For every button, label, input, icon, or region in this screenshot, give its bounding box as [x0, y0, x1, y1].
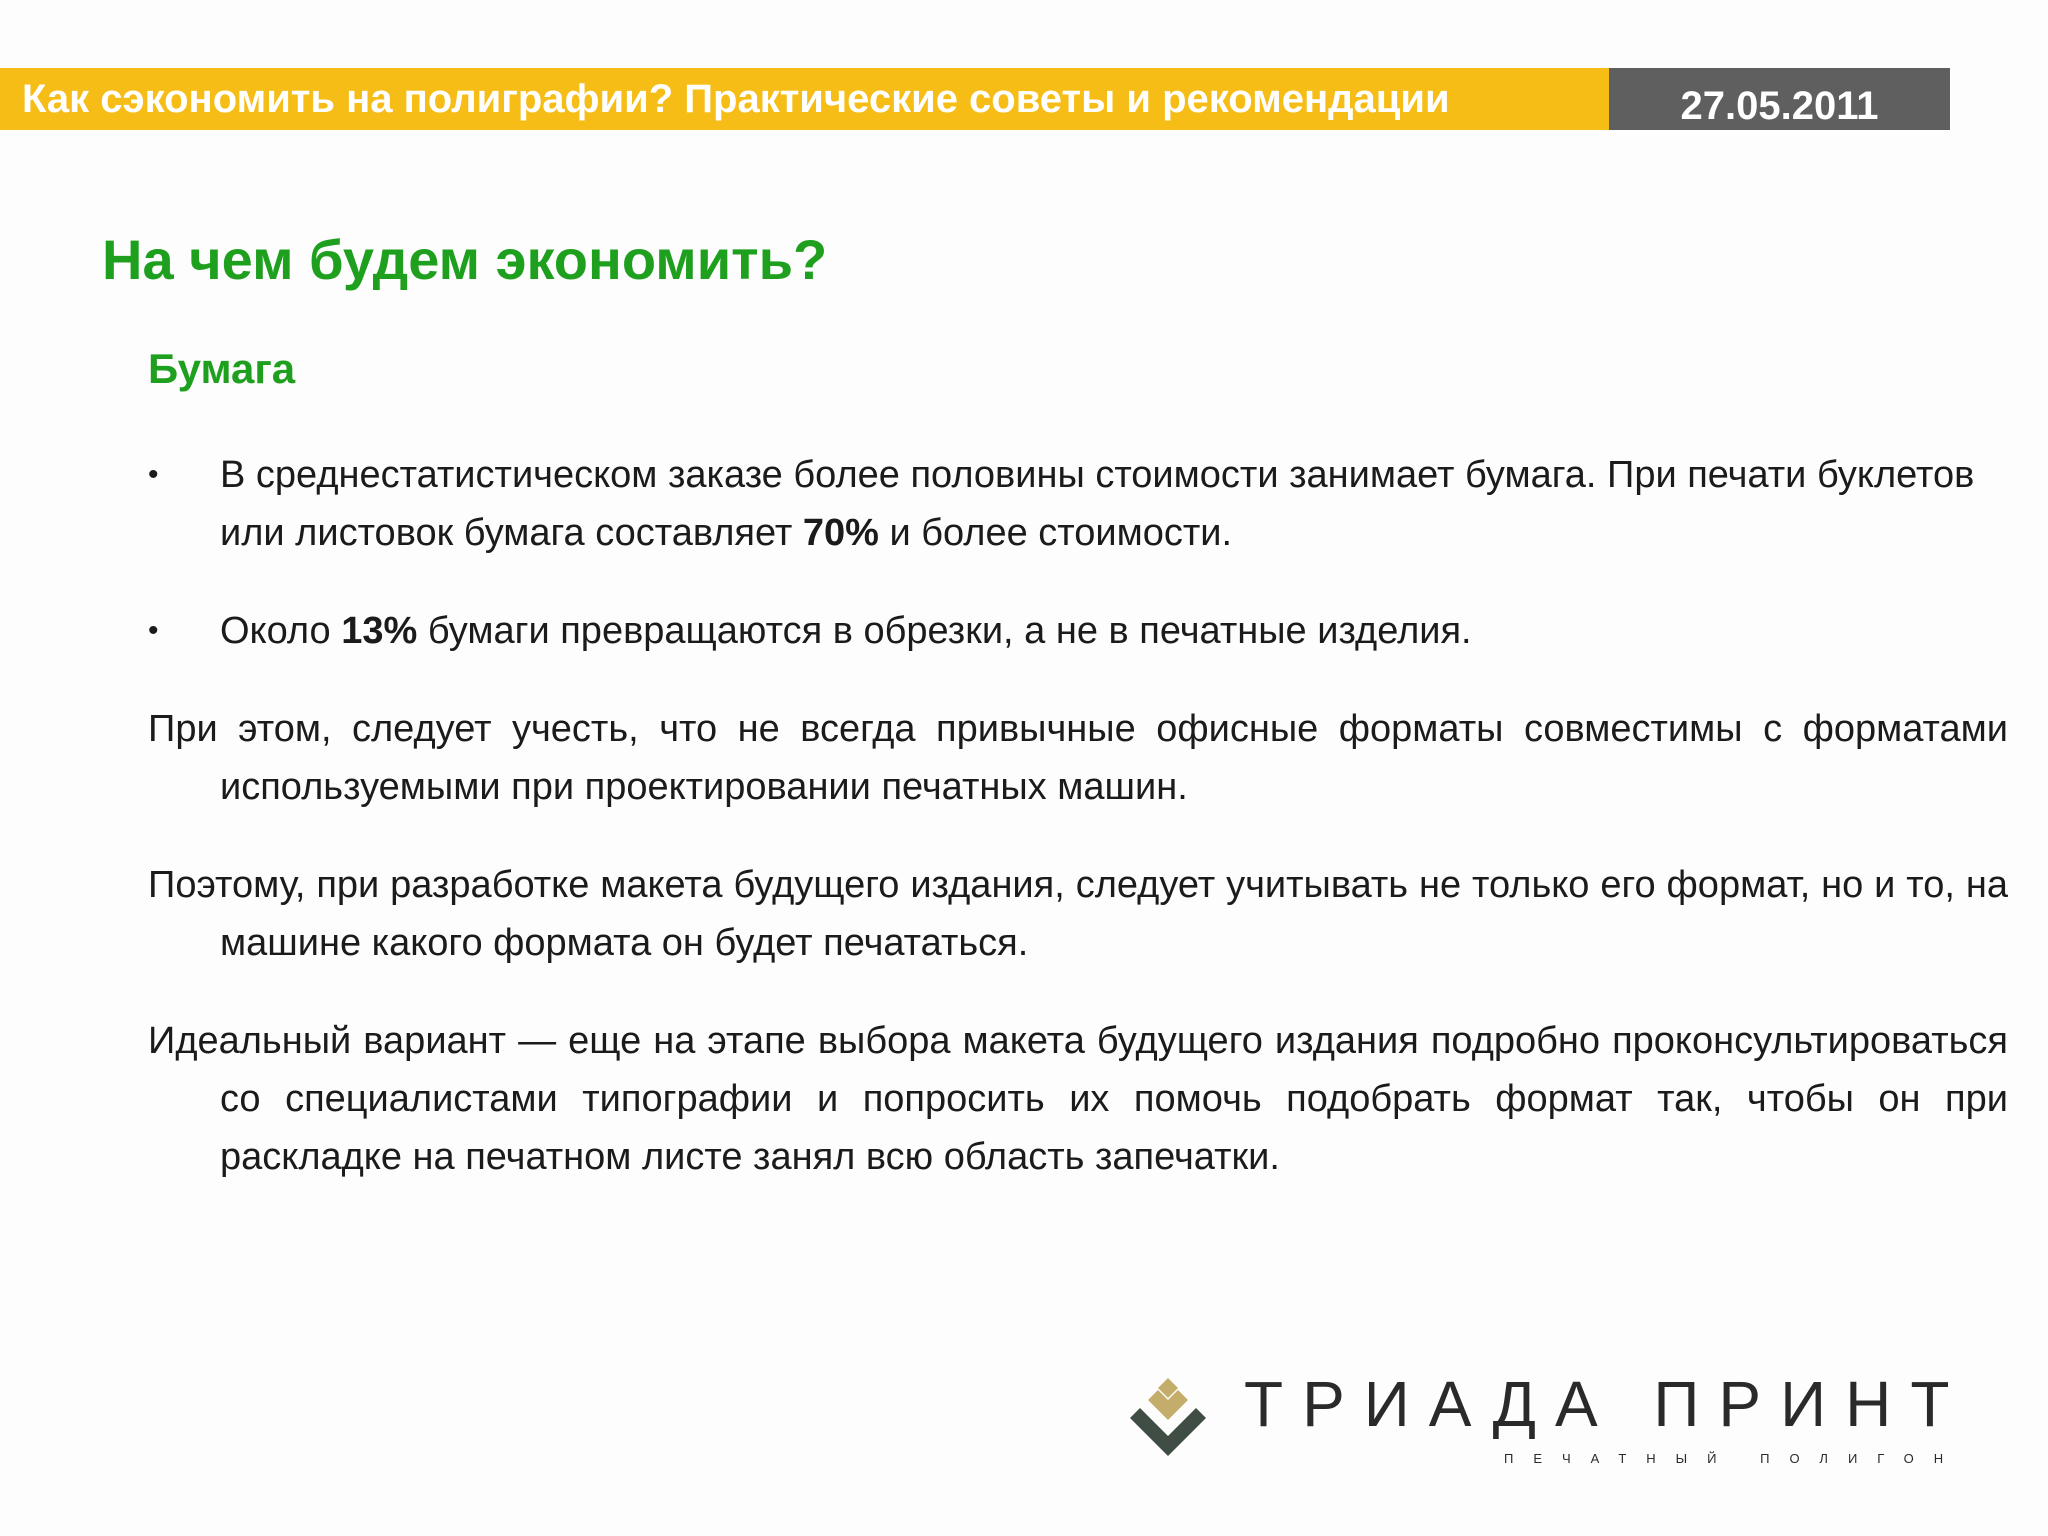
logo-tagline: ПЕЧАТНЫЙ ПОЛИГОН — [1504, 1451, 1964, 1466]
paragraph-formats: При этом, следует учесть, что не всегда привычные офисные форматы совместимы с форматами используемыми при проектировании печатных машин. — [148, 708, 2008, 808]
company-logo — [1118, 1368, 2018, 1478]
paragraph-layout: Поэтому, при разработке макета будущего издания, следует учитывать не только его формат, но и то, на машине какого формата он будет печататься. — [148, 864, 2008, 964]
bullet-highlight: 13% — [341, 610, 418, 652]
bullet-list — [148, 446, 2008, 660]
bullet-highlight: 70% — [802, 512, 879, 554]
slide-content — [148, 446, 2008, 1226]
presentation-title: Как сэкономить на полиграфии? Практические советы и рекомендации — [22, 77, 1450, 121]
bullet-item — [148, 446, 2008, 562]
logo-diamond-icon — [1124, 1378, 1212, 1470]
bullet-marker: • — [148, 614, 159, 647]
bullet-text: Около — [220, 610, 342, 652]
bullet-item — [148, 602, 2008, 660]
date-badge: 27.05.2011 — [1609, 68, 1950, 130]
header-bar — [0, 68, 1609, 130]
bullet-text: бумаги превращаются в обрезки, а не в печатные изделия. — [417, 610, 1472, 652]
bullet-text: и более стоимости. — [878, 512, 1233, 554]
paragraph-ideal: Идеальный вариант — еще на этапе выбора макета будущего издания подробно проконсультироваться со специалистами типографии и попросить их помочь подобрать формат так, чтобы он при раскладке на печатном листе занял всю область запечатки. — [148, 1020, 2008, 1178]
bullet-text: В среднестатистическом заказе более половины стоимости занимает бумага. При печати буклетов или листовок бумага составляет — [220, 454, 1975, 554]
subsection-title: Бумага — [148, 345, 296, 392]
logo-name: ТРИАДА ПРИНТ — [1244, 1368, 1969, 1440]
bullet-marker: • — [148, 458, 159, 491]
section-title: На чем будем экономить? — [102, 228, 828, 291]
